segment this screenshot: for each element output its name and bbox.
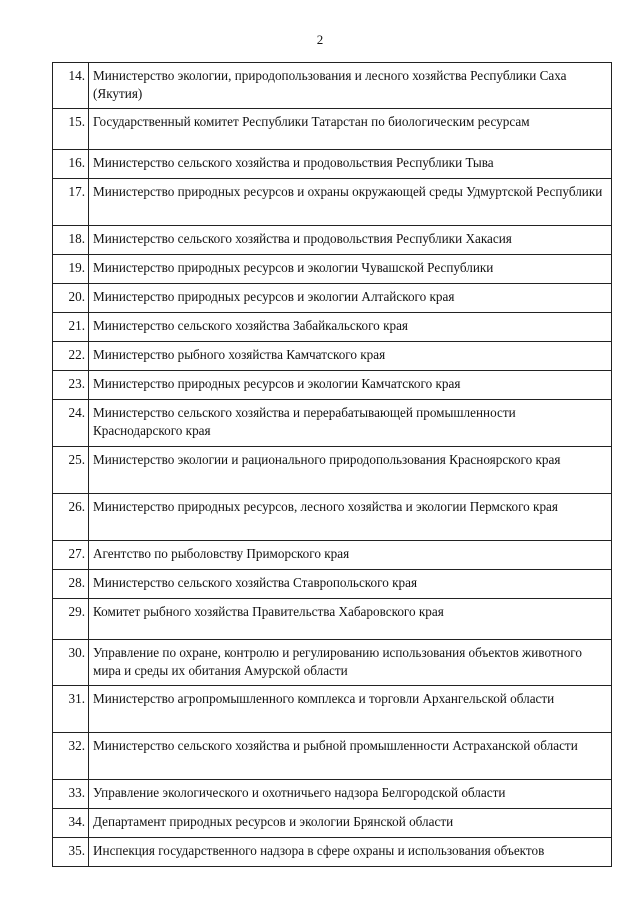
organization-name: Агентство по рыболовству Приморского края bbox=[89, 541, 612, 570]
row-number: 16. bbox=[53, 150, 89, 179]
table-row bbox=[53, 226, 612, 255]
organization-name: Министерство сельского хозяйства и продовольствия Республики Хакасия bbox=[89, 226, 612, 255]
table-row bbox=[53, 541, 612, 570]
table-row bbox=[53, 400, 612, 447]
row-number: 27. bbox=[53, 541, 89, 570]
organization-name: Управление экологического и охотничьего надзора Белгородской области bbox=[89, 780, 612, 809]
organization-name: Управление по охране, контролю и регулированию использования объектов животного мира и среды их обитания Амурской области bbox=[89, 640, 612, 686]
row-number: 25. bbox=[53, 447, 89, 494]
row-number: 28. bbox=[53, 570, 89, 599]
table-row bbox=[53, 313, 612, 342]
table-body bbox=[53, 63, 612, 867]
organization-name: Министерство сельского хозяйства Забайкальского края bbox=[89, 313, 612, 342]
table-row bbox=[53, 150, 612, 179]
organization-name: Министерство экологии и рационального природопользования Красноярского края bbox=[89, 447, 612, 494]
organization-name: Государственный комитет Республики Татарстан по биологическим ресурсам bbox=[89, 109, 612, 150]
page-number: 2 bbox=[316, 32, 324, 47]
table-row bbox=[53, 809, 612, 838]
table-row bbox=[53, 284, 612, 313]
table-row bbox=[53, 599, 612, 640]
organization-name: Министерство рыбного хозяйства Камчатского края bbox=[89, 342, 612, 371]
table-row bbox=[53, 447, 612, 494]
row-number: 19. bbox=[53, 255, 89, 284]
row-number: 33. bbox=[53, 780, 89, 809]
organization-name: Министерство природных ресурсов и экологии Чувашской Республики bbox=[89, 255, 612, 284]
row-number: 32. bbox=[53, 733, 89, 780]
table-row bbox=[53, 109, 612, 150]
row-number: 22. bbox=[53, 342, 89, 371]
table-row bbox=[53, 63, 612, 109]
row-number: 26. bbox=[53, 494, 89, 541]
row-number: 20. bbox=[53, 284, 89, 313]
table-row bbox=[53, 179, 612, 226]
row-number: 23. bbox=[53, 371, 89, 400]
organization-name: Инспекция государственного надзора в сфере охраны и использования объектов bbox=[89, 838, 612, 867]
table-row bbox=[53, 570, 612, 599]
organization-name: Департамент природных ресурсов и экологии Брянской области bbox=[89, 809, 612, 838]
table-row bbox=[53, 342, 612, 371]
row-number: 21. bbox=[53, 313, 89, 342]
organization-name: Министерство природных ресурсов и охраны окружающей среды Удмуртской Республики bbox=[89, 179, 612, 226]
table-row bbox=[53, 733, 612, 780]
table-row bbox=[53, 255, 612, 284]
organizations-table bbox=[52, 62, 612, 867]
organization-name: Министерство сельского хозяйства и перерабатывающей промышленности Краснодарского края bbox=[89, 400, 612, 447]
table-row bbox=[53, 780, 612, 809]
table-row bbox=[53, 371, 612, 400]
organization-name: Комитет рыбного хозяйства Правительства Хабаровского края bbox=[89, 599, 612, 640]
organization-name: Министерство природных ресурсов, лесного хозяйства и экологии Пермского края bbox=[89, 494, 612, 541]
row-number: 34. bbox=[53, 809, 89, 838]
table-row bbox=[53, 838, 612, 867]
organization-name: Министерство сельского хозяйства Ставропольского края bbox=[89, 570, 612, 599]
row-number: 29. bbox=[53, 599, 89, 640]
organization-name: Министерство экологии, природопользования и лесного хозяйства Республики Саха (Якутия) bbox=[89, 63, 612, 109]
organization-name: Министерство агропромышленного комплекса и торговли Архангельской области bbox=[89, 686, 612, 733]
row-number: 17. bbox=[53, 179, 89, 226]
organization-name: Министерство сельского хозяйства и рыбной промышленности Астраханской области bbox=[89, 733, 612, 780]
table-row bbox=[53, 640, 612, 686]
row-number: 14. bbox=[53, 63, 89, 109]
organization-name: Министерство сельского хозяйства и продовольствия Республики Тыва bbox=[89, 150, 612, 179]
table-row bbox=[53, 686, 612, 733]
row-number: 35. bbox=[53, 838, 89, 867]
row-number: 31. bbox=[53, 686, 89, 733]
row-number: 30. bbox=[53, 640, 89, 686]
row-number: 15. bbox=[53, 109, 89, 150]
row-number: 24. bbox=[53, 400, 89, 447]
table-row bbox=[53, 494, 612, 541]
row-number: 18. bbox=[53, 226, 89, 255]
organization-name: Министерство природных ресурсов и экологии Алтайского края bbox=[89, 284, 612, 313]
organization-name: Министерство природных ресурсов и экологии Камчатского края bbox=[89, 371, 612, 400]
